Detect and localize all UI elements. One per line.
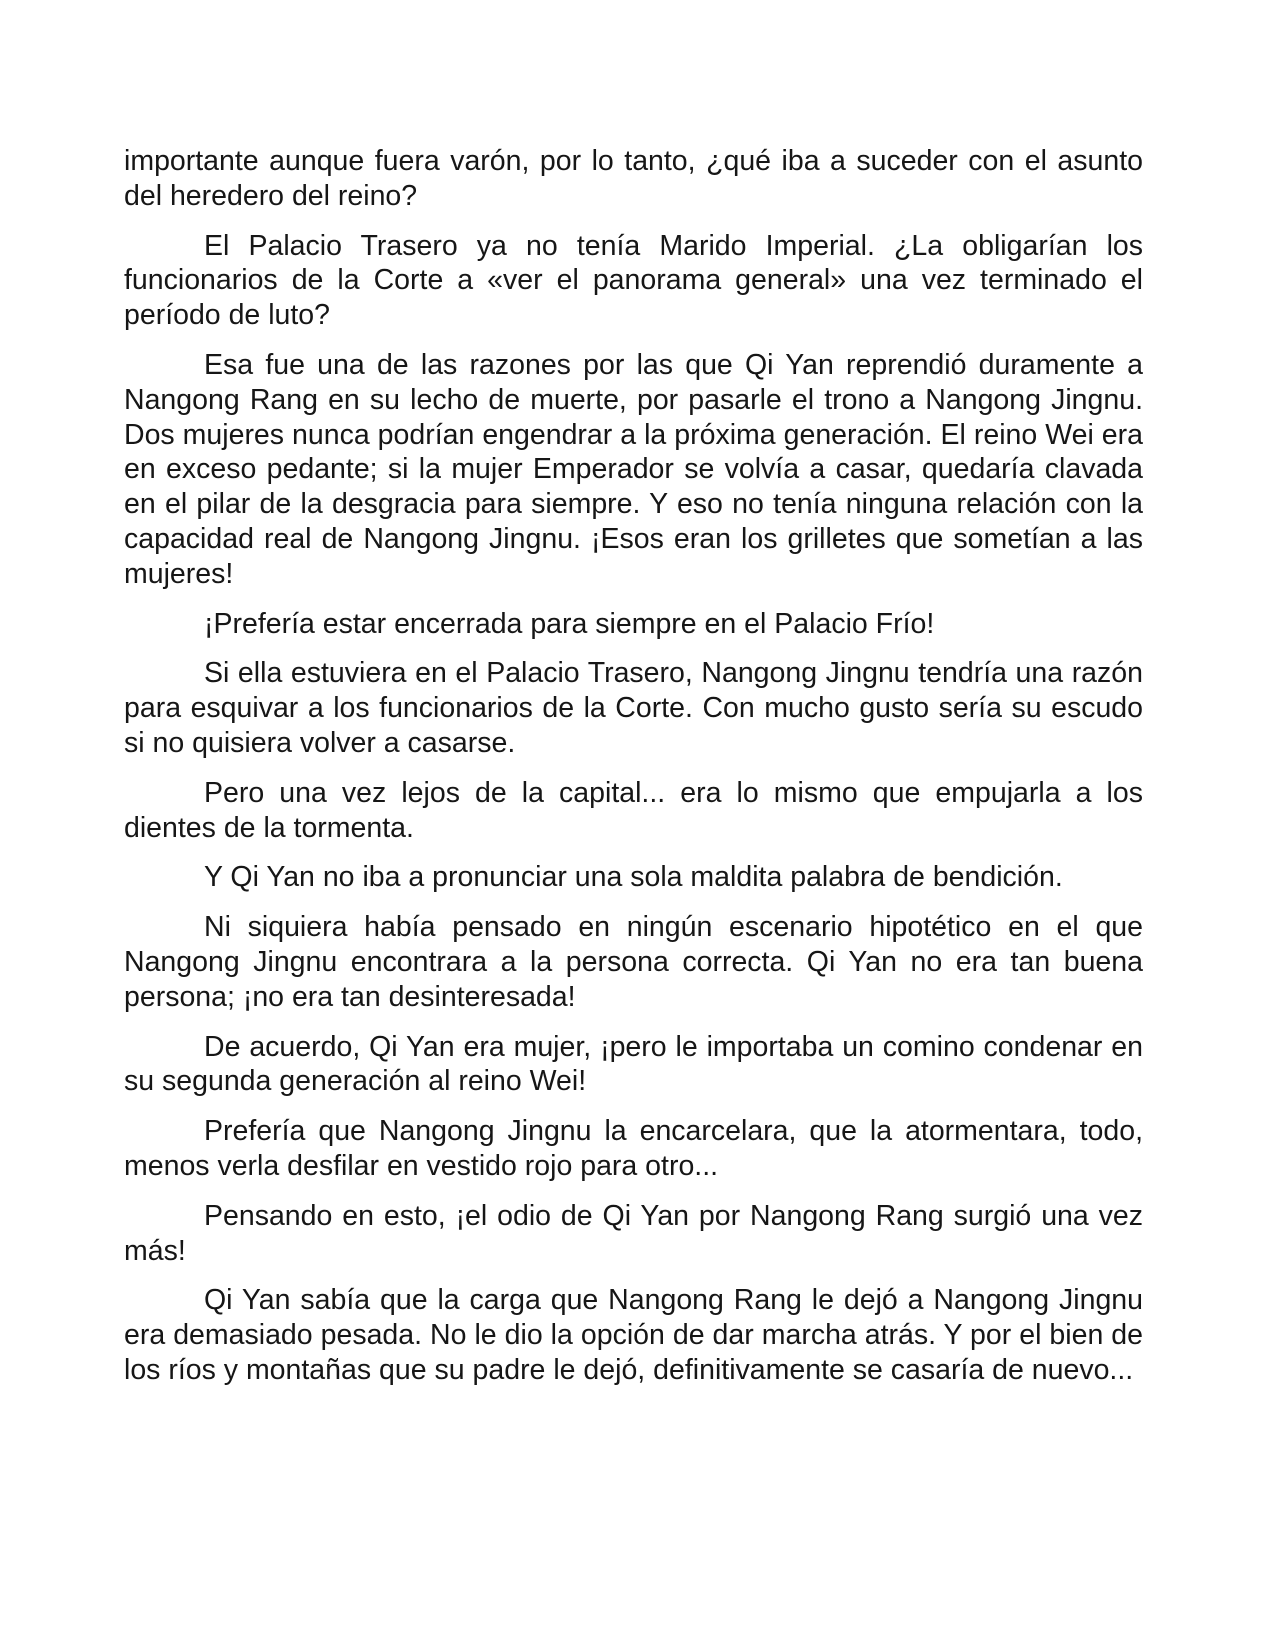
paragraph-11: Pensando en esto, ¡el odio de Qi Yan por Nangong Rang surgió una vez más! xyxy=(124,1199,1143,1267)
paragraph-7: Y Qi Yan no iba a pronunciar una sola maldita palabra de bendición. xyxy=(204,861,1063,894)
paragraph-10: Prefería que Nangong Jingnu la encarcelara, que la atormentara, todo, menos verla desfilar en vestido rojo para otro... xyxy=(124,1115,1143,1182)
paragraph-12: Qi Yan sabía que la carga que Nangong Rang le dejó a Nangong Jingnu era demasiado pesada. No le dio la opción de dar marcha atrás. Y por el bien de los ríos y montañas que su padre le dejó, definitivamente se casaría de nuevo... xyxy=(124,1284,1143,1386)
paragraph-6: Pero una vez lejos de la capital... era lo mismo que empujarla a los dientes de la tormenta. xyxy=(124,776,1143,844)
paragraph-8: Ni siquiera había pensado en ningún escenario hipotético en el que Nangong Jingnu encontrara a la persona correcta. Qi Yan no era tan buena persona; ¡no era tan desinteresada! xyxy=(124,911,1143,1013)
paragraph-1: importante aunque fuera varón, por lo tanto, ¿qué iba a suceder con el asunto del heredero del reino? xyxy=(124,145,1143,212)
paragraph-5: Si ella estuviera en el Palacio Trasero, Nangong Jingnu tendría una razón para esquivar a los funcionarios de la Corte. Con mucho gusto sería su escudo si no quisiera volver a casarse. xyxy=(124,657,1143,759)
paragraph-9: De acuerdo, Qi Yan era mujer, ¡pero le importaba un comino condenar en su segunda generación al reino Wei! xyxy=(124,1030,1143,1098)
paragraph-2: El Palacio Trasero ya no tenía Marido Imperial. ¿La obligarían los funcionarios de la Corte a «ver el panorama general» una vez terminado el período de luto? xyxy=(124,229,1143,332)
document-page xyxy=(124,144,1143,1403)
paragraph-4: ¡Prefería estar encerrada para siempre en el Palacio Frío! xyxy=(204,607,935,640)
paragraph-3: Esa fue una de las razones por las que Qi Yan reprendió duramente a Nangong Rang en su lecho de muerte, por pasarle el trono a Nangong Jingnu. Dos mujeres nunca podrían engendrar a la próxima generación. El reino Wei era en exceso pedante; si la mujer Emperador se volvía a casar, quedaría clavada en el pilar de la desgracia para siempre. Y eso no tenía ninguna relación con la capacidad real de Nangong Jingnu. ¡Esos eran los grilletes que sometían a las mujeres! xyxy=(124,348,1143,590)
